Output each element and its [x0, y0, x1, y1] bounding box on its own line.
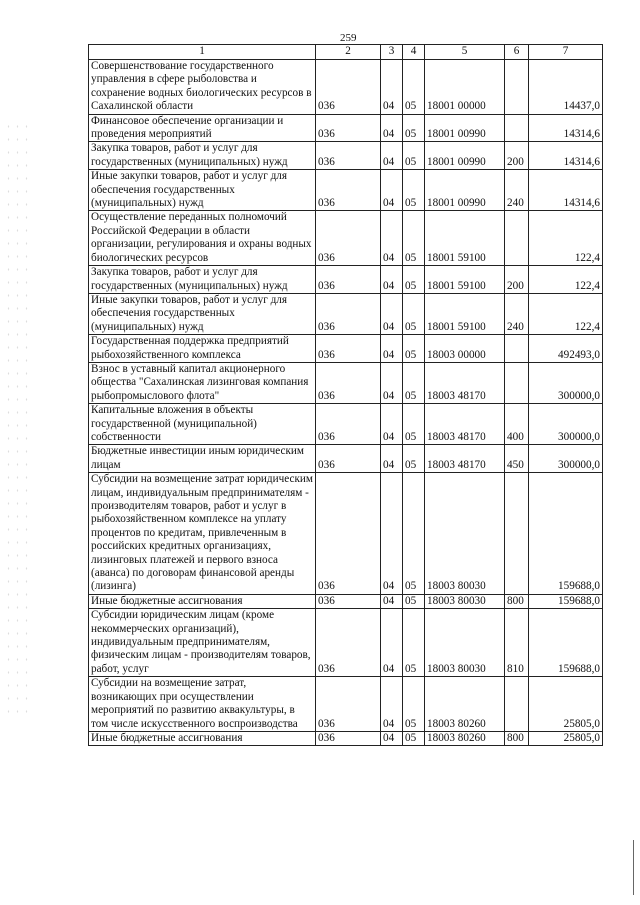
- row-target-article: 18001 59100: [425, 211, 505, 266]
- row-subsection: 05: [403, 731, 425, 745]
- table-row: [89, 594, 603, 608]
- row-expense-type: 240: [505, 293, 529, 334]
- row-description: Субсидии на возмещение затрат, возникающих при осуществлении мероприятий по развитию аквакультуры, в том числе искусственного воспроизводства: [89, 677, 316, 732]
- row-description: Капитальные вложения в объекты государственной (муниципальной) собственности: [89, 404, 316, 445]
- row-subsection: 05: [403, 362, 425, 403]
- table-row: [89, 114, 603, 142]
- row-expense-type: 200: [505, 142, 529, 170]
- row-admin-code: 036: [316, 335, 381, 363]
- scan-noise: [4, 120, 34, 720]
- row-expense-type: 400: [505, 404, 529, 445]
- page-number: 259: [340, 32, 357, 44]
- row-admin-code: 036: [316, 677, 381, 732]
- row-admin-code: 036: [316, 362, 381, 403]
- row-subsection: 05: [403, 60, 425, 115]
- row-amount: 300000,0: [529, 445, 603, 473]
- row-amount: 14314,6: [529, 114, 603, 142]
- row-section: 04: [381, 114, 403, 142]
- row-expense-type: 240: [505, 170, 529, 211]
- row-admin-code: 036: [316, 404, 381, 445]
- row-target-article: 18001 00990: [425, 142, 505, 170]
- row-target-article: 18003 48170: [425, 404, 505, 445]
- row-target-article: 18001 00990: [425, 114, 505, 142]
- row-section: 04: [381, 293, 403, 334]
- row-target-article: 18003 80260: [425, 677, 505, 732]
- row-description: Финансовое обеспечение организации и проведения мероприятий: [89, 114, 316, 142]
- row-admin-code: 036: [316, 473, 381, 595]
- row-amount: 25805,0: [529, 677, 603, 732]
- header-col-5: 5: [425, 45, 505, 60]
- row-subsection: 05: [403, 293, 425, 334]
- header-col-7: 7: [529, 45, 603, 60]
- row-section: 04: [381, 142, 403, 170]
- row-section: 04: [381, 594, 403, 608]
- row-amount: 492493,0: [529, 335, 603, 363]
- row-subsection: 05: [403, 677, 425, 732]
- row-section: 04: [381, 445, 403, 473]
- row-admin-code: 036: [316, 266, 381, 294]
- row-admin-code: 036: [316, 594, 381, 608]
- row-section: 04: [381, 677, 403, 732]
- header-col-4: 4: [403, 45, 425, 60]
- table-row: [89, 335, 603, 363]
- row-subsection: 05: [403, 594, 425, 608]
- row-description: Иные закупки товаров, работ и услуг для обеспечения государственных (муниципальных) нужд: [89, 293, 316, 334]
- row-amount: 14314,6: [529, 170, 603, 211]
- row-admin-code: 036: [316, 170, 381, 211]
- row-description: Бюджетные инвестиции иным юридическим лицам: [89, 445, 316, 473]
- row-description: Закупка товаров, работ и услуг для государственных (муниципальных) нужд: [89, 266, 316, 294]
- table-body: [89, 60, 603, 746]
- row-target-article: 18003 80030: [425, 594, 505, 608]
- row-expense-type: [505, 211, 529, 266]
- row-amount: 25805,0: [529, 731, 603, 745]
- table-row: [89, 60, 603, 115]
- table-row: [89, 170, 603, 211]
- row-expense-type: 810: [505, 609, 529, 677]
- header-row: [89, 45, 603, 60]
- row-subsection: 05: [403, 404, 425, 445]
- row-description: Закупка товаров, работ и услуг для государственных (муниципальных) нужд: [89, 142, 316, 170]
- row-section: 04: [381, 473, 403, 595]
- row-admin-code: 036: [316, 609, 381, 677]
- row-expense-type: [505, 677, 529, 732]
- row-amount: 14314,6: [529, 142, 603, 170]
- row-target-article: 18003 00000: [425, 335, 505, 363]
- row-admin-code: 036: [316, 211, 381, 266]
- row-admin-code: 036: [316, 60, 381, 115]
- row-section: 04: [381, 609, 403, 677]
- table-row: [89, 211, 603, 266]
- row-expense-type: [505, 114, 529, 142]
- table-row: [89, 266, 603, 294]
- row-section: 04: [381, 335, 403, 363]
- row-admin-code: 036: [316, 445, 381, 473]
- table-row: [89, 142, 603, 170]
- row-amount: 159688,0: [529, 609, 603, 677]
- row-target-article: 18001 00990: [425, 170, 505, 211]
- table-row: [89, 731, 603, 745]
- row-amount: 300000,0: [529, 404, 603, 445]
- row-amount: 159688,0: [529, 473, 603, 595]
- row-amount: 300000,0: [529, 362, 603, 403]
- row-subsection: 05: [403, 170, 425, 211]
- row-description: Осуществление переданных полномочий Российской Федерации в области организации, регулирования и охраны водных биологических ресурсов: [89, 211, 316, 266]
- table-row: [89, 404, 603, 445]
- table-row: [89, 609, 603, 677]
- row-section: 04: [381, 404, 403, 445]
- row-admin-code: 036: [316, 293, 381, 334]
- row-subsection: 05: [403, 473, 425, 595]
- row-expense-type: 800: [505, 731, 529, 745]
- header-col-2: 2: [316, 45, 381, 60]
- scan-edge-line: [633, 840, 634, 895]
- table-row: [89, 473, 603, 595]
- header-col-3: 3: [381, 45, 403, 60]
- row-target-article: 18003 80030: [425, 473, 505, 595]
- row-description: Иные бюджетные ассигнования: [89, 731, 316, 745]
- table-row: [89, 445, 603, 473]
- row-expense-type: 200: [505, 266, 529, 294]
- header-col-6: 6: [505, 45, 529, 60]
- row-expense-type: [505, 473, 529, 595]
- row-subsection: 05: [403, 266, 425, 294]
- row-description: Иные бюджетные ассигнования: [89, 594, 316, 608]
- row-target-article: 18003 48170: [425, 362, 505, 403]
- row-section: 04: [381, 362, 403, 403]
- row-subsection: 05: [403, 445, 425, 473]
- row-admin-code: 036: [316, 731, 381, 745]
- row-subsection: 05: [403, 142, 425, 170]
- row-target-article: 18001 00000: [425, 60, 505, 115]
- row-expense-type: 450: [505, 445, 529, 473]
- row-admin-code: 036: [316, 142, 381, 170]
- row-subsection: 05: [403, 609, 425, 677]
- row-amount: 122,4: [529, 266, 603, 294]
- table-row: [89, 362, 603, 403]
- row-target-article: 18001 59100: [425, 266, 505, 294]
- row-subsection: 05: [403, 114, 425, 142]
- row-section: 04: [381, 60, 403, 115]
- row-target-article: 18003 80260: [425, 731, 505, 745]
- row-section: 04: [381, 731, 403, 745]
- row-description: Взнос в уставный капитал акционерного общества "Сахалинская лизинговая компания рыбопромыслового флота": [89, 362, 316, 403]
- row-subsection: 05: [403, 211, 425, 266]
- table-row: [89, 293, 603, 334]
- row-target-article: 18001 59100: [425, 293, 505, 334]
- row-description: Иные закупки товаров, работ и услуг для обеспечения государственных (муниципальных) нужд: [89, 170, 316, 211]
- row-amount: 14437,0: [529, 60, 603, 115]
- row-expense-type: [505, 335, 529, 363]
- row-description: Государственная поддержка предприятий рыбохозяйственного комплекса: [89, 335, 316, 363]
- row-description: Субсидии юридическим лицам (кроме некоммерческих организаций), индивидуальным предпринимателям, физическим лицам - производителям товаров, работ, услуг: [89, 609, 316, 677]
- row-section: 04: [381, 266, 403, 294]
- budget-table: [88, 44, 603, 746]
- row-subsection: 05: [403, 335, 425, 363]
- row-expense-type: 800: [505, 594, 529, 608]
- row-expense-type: [505, 362, 529, 403]
- table-row: [89, 677, 603, 732]
- row-expense-type: [505, 60, 529, 115]
- row-target-article: 18003 80030: [425, 609, 505, 677]
- row-description: Субсидии на возмещение затрат юридическим лицам, индивидуальным предпринимателям - производителям товаров, работ и услуг в рыбохозяйственном комплексе на уплату процентов по кредитам, привлеченным в российских кредитных организациях, лизинговых платежей и первого взноса (аванса) по договорам финансовой аренды (лизинга): [89, 473, 316, 595]
- row-target-article: 18003 48170: [425, 445, 505, 473]
- row-amount: 159688,0: [529, 594, 603, 608]
- row-section: 04: [381, 170, 403, 211]
- row-section: 04: [381, 211, 403, 266]
- row-amount: 122,4: [529, 293, 603, 334]
- row-description: Совершенствование государственного управления в сфере рыболовства и сохранение водных биологических ресурсов в Сахалинской области: [89, 60, 316, 115]
- row-amount: 122,4: [529, 211, 603, 266]
- header-col-1: 1: [89, 45, 316, 60]
- row-admin-code: 036: [316, 114, 381, 142]
